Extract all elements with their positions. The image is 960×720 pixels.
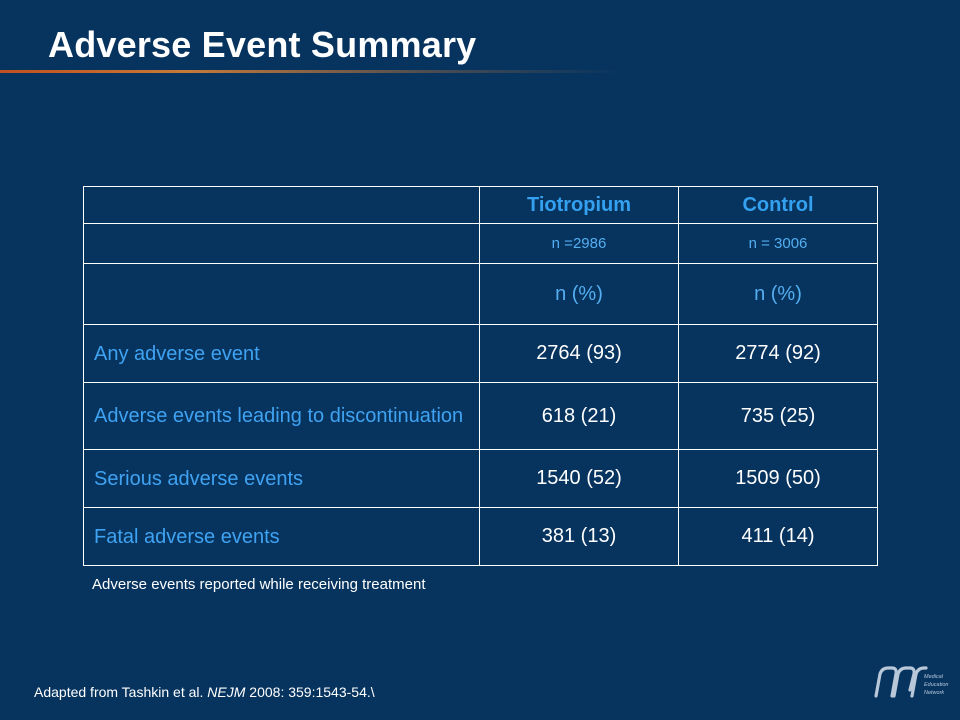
adverse-event-table — [83, 186, 878, 566]
citation-suffix: 2008: 359:1543-54.\ — [245, 684, 375, 700]
medical-education-network-logo — [872, 660, 949, 710]
n-tiotropium: n =2986 — [480, 224, 679, 264]
table-n-row — [84, 224, 878, 264]
table-row — [84, 325, 878, 383]
control-value: 2774 (92) — [679, 325, 878, 383]
tiotropium-value: 1540 (52) — [480, 450, 679, 508]
table-footnote: Adverse events reported while receiving treatment — [92, 576, 426, 593]
svg-text:Network: Network — [924, 690, 945, 696]
tiotropium-value: 381 (13) — [480, 508, 679, 566]
row-label: Any adverse event — [84, 325, 480, 383]
header-control: Control — [679, 187, 878, 224]
unit-control: n (%) — [679, 264, 878, 325]
citation-prefix: Adapted from Tashkin et al. — [34, 684, 208, 700]
n-cell-empty — [84, 224, 480, 264]
row-label: Serious adverse events — [84, 450, 480, 508]
tiotropium-value: 618 (21) — [480, 383, 679, 450]
table-header-row — [84, 187, 878, 224]
control-value: 411 (14) — [679, 508, 878, 566]
table-row — [84, 383, 878, 450]
row-label: Fatal adverse events — [84, 508, 480, 566]
source-citation — [34, 684, 375, 700]
svg-text:Education: Education — [924, 682, 949, 688]
header-tiotropium: Tiotropium — [480, 187, 679, 224]
n-control: n = 3006 — [679, 224, 878, 264]
tiotropium-value: 2764 (93) — [480, 325, 679, 383]
table-row — [84, 450, 878, 508]
svg-text:Medical: Medical — [924, 674, 943, 680]
control-value: 735 (25) — [679, 383, 878, 450]
table-row — [84, 508, 878, 566]
table-unit-row — [84, 264, 878, 325]
header-cell-empty — [84, 187, 480, 224]
title-underline — [0, 70, 620, 73]
unit-tiotropium: n (%) — [480, 264, 679, 325]
control-value: 1509 (50) — [679, 450, 878, 508]
unit-cell-empty — [84, 264, 480, 325]
row-label: Adverse events leading to discontinuation — [84, 383, 480, 450]
slide-title: Adverse Event Summary — [48, 24, 477, 65]
citation-journal: NEJM — [207, 684, 246, 700]
